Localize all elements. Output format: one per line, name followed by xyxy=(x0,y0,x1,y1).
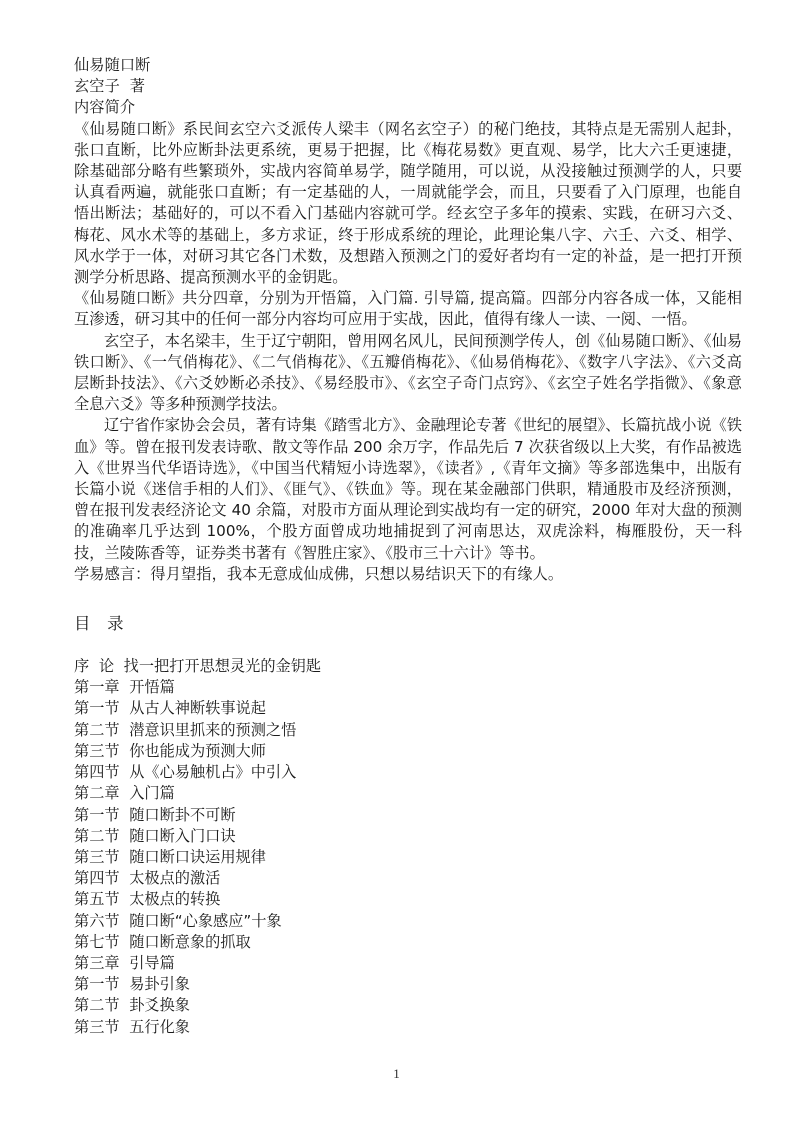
toc-entry-c1-s1[interactable]: 第一节 从古人神断轶事说起 xyxy=(74,699,266,718)
toc-entry-preface[interactable]: 序 论 找一把打开思想灵光的金钥匙 xyxy=(74,657,322,676)
toc-entry-c2-s6[interactable]: 第六节 随口断“心象感应”十象 xyxy=(74,911,282,930)
toc-entry-c2-s7[interactable]: 第七节 随口断意象的抓取 xyxy=(74,932,251,951)
toc-entry-c1-s2[interactable]: 第二节 潜意识里抓来的预测之悟 xyxy=(74,720,297,739)
toc-entry-c3-s1[interactable]: 第一节 易卦引象 xyxy=(74,975,190,994)
toc-entry-chapter-2[interactable]: 第二章 入门篇 xyxy=(74,784,175,803)
book-title: 仙易随口断 xyxy=(74,56,151,74)
toc-entry-c2-s2[interactable]: 第二节 随口断入门口诀 xyxy=(74,826,236,845)
toc-entry-c1-s3[interactable]: 第三节 你也能成为预测大师 xyxy=(74,741,266,760)
toc-entry-c3-s3[interactable]: 第三节 五行化象 xyxy=(74,1017,190,1036)
intro-paragraph-2: 《仙易随口断》共分四章，分别为开悟篇，入门篇. 引导篇, 提高篇。四部分内容各成一体，又能相互渗透，研习其中的任何一部分内容均可应用于实战，因此，值得有缘人一读、一阅、一悟。 xyxy=(74,289,742,329)
toc-entry-c1-s4[interactable]: 第四节 从《心易触机占》中引入 xyxy=(74,763,297,782)
intro-paragraph-3: 玄空子，本名梁丰，生于辽宁朝阳，曾用网名风儿，民间预测学传人，创《仙易随口断》、《仙易铁口断》、《一气俏梅花》、《二气俏梅花》、《五瓣俏梅花》、《仙易俏梅花》、《数字八字法》、《六爻高层断卦技法》、《六爻妙断必杀技》、《易经股市》、《玄空子奇门点窍》、《玄空子姓名学指微》、《象意全息六爻》等多种预测学技法。 xyxy=(74,331,742,414)
toc-list xyxy=(74,656,742,1038)
book-author: 玄空子 著 xyxy=(74,77,146,96)
toc-heading: 目 录 xyxy=(74,614,124,634)
page-number: 1 xyxy=(393,1066,400,1081)
toc-entry-chapter-3[interactable]: 第三章 引导篇 xyxy=(74,953,175,972)
toc-entry-chapter-1[interactable]: 第一章 开悟篇 xyxy=(74,678,175,697)
intro-paragraph-1: 《仙易随口断》系民间玄空六爻派传人梁丰（网名玄空子）的秘门绝技，其特点是无需别人起卦，张口直断，比外应断卦法更系统，更易于把握，比《梅花易数》更直观、易学，比大六壬更速捷，除基础部分略有些繁琐外，实战内容简单易学，随学随用，可以说，从没接触过预测学的人，只要认真看两遍，就能张口直断；有一定基础的人，一周就能学会，而且，只要看了入门原理，也能自悟出断法；基础好的，可以不看入门基础内容就可学。经玄空子多年的摸索、实践，在研习六爻、梅花、风水术等的基础上，多方求证，终于形成系统的理论，此理论集八字、六壬、六爻、相学、风水学于一体，对研习其它各门术数，及想踏入预测之门的爱好者均有一定的补益，是一把打开预测学分析思路、提高预测水平的金钥匙。 xyxy=(74,119,742,287)
toc-entry-c3-s2[interactable]: 第二节 卦爻换象 xyxy=(74,996,190,1015)
toc-entry-c2-s5[interactable]: 第五节 太极点的转换 xyxy=(74,890,221,909)
toc-entry-c2-s3[interactable]: 第三节 随口断口诀运用规律 xyxy=(74,847,266,866)
toc-entry-c2-s4[interactable]: 第四节 太极点的激活 xyxy=(74,869,221,888)
spacer-after-toc-heading xyxy=(74,636,742,656)
closing-remark: 学易感言：得月望指，我本无意成仙成佛，只想以易结识天下的有缘人。 xyxy=(74,564,564,583)
toc-entry-c2-s1[interactable]: 第一节 随口断卦不可断 xyxy=(74,805,236,824)
section-label-summary: 内容简介 xyxy=(74,98,136,117)
spacer-before-toc xyxy=(74,585,742,612)
page-content xyxy=(74,55,742,1038)
intro-paragraph-4: 辽宁省作家协会会员，著有诗集《踏雪北方》、金融理论专著《世纪的展望》、长篇抗战小说《铁血》等。曾在报刊发表诗歌、散文等作品 200 余万字，作品先后 7 次获省级以上大奖，有作品被选入《世界当代华语诗选》，《中国当代精短小诗选翠》，《读者》,《青年文摘》等多部选集中，出版有长篇小说《迷信手相的人们》、《匪气》、《铁血》等。现在某金融部门供职，精通股市及经济预测，曾在报刊发表经济论文 40 余篇，对股市方面从理论到实战均有一定的研究，2000 年对大盘的预测的准确率几乎达到 100%，个股方面曾成功地捕捉到了河南思达，双虎涂料，梅雁股份，天一科技，兰陵陈香等，证券类书著有《智胜庄家》、《股市三十六计》等书。 xyxy=(74,416,742,562)
